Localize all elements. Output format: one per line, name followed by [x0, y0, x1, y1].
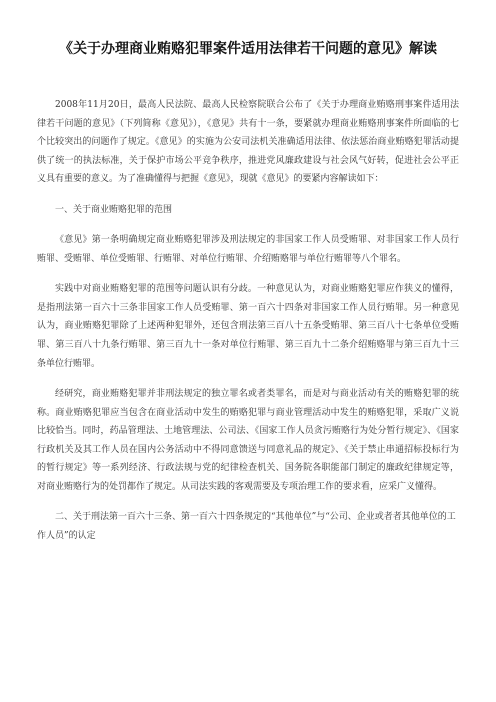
document-title: 《关于办理商业贿赂犯罪案件适用法律若干问题的意见》解读	[59, 41, 437, 57]
intro-paragraph: 2008年11月20日，最高人民法院、最高人民检察院联合公布了《关于办理商业贿赂刑事案件适用法律若干问题的意见》（下列简称《意见》），《意见》共有十一条，要紧就办理商业贿赂刑事案件所面临的七个比较突出的问题作了规定。《意见》的实施为公安司法机关准确适用法律、依法惩治商业贿赂犯罪活动提供了统一的执法标准，关于保护市场公平竞争秩序，推进党风廉政建设与社会风气好转，促进社会公平正义具有重要的意义。为了准确懂得与把握《意见》，现就《意见》的要紧内容解读如下：	[37, 100, 459, 185]
body-paragraph: 经研究，商业贿赂犯罪并非刑法规定的独立罪名或者类罪名，而是对与商业活动有关的贿赂犯罪的统称。商业贿赂犯罪应当包含在商业活动中发生的贿赂犯罪与商业管理活动中发生的贿赂犯罪，采取广义说比较恰当。同时，药品管理法、土地管理法、公司法、《国家工作人员贪污贿赂行为处分暂行规定》、《国家行政机关及其工作人员在国内公务活动中不得同意馈送与同意礼品的规定》、《关于禁止串通招标投标行为的暂行规定》等一系列经济、行政法规与党的纪律检查机关、国务院各职能部门制定的廉政纪律规定等，对商业贿赂行为的处罚都作了规定。从司法实践的客观需要及专项治理工作的要求看，应采广义懂得。	[37, 388, 459, 492]
section-heading-2: 二、关于刑法第一百六十三条、第一百六十四条规定的“其他单位”与“公司、企业或者者其他单位的工作人员”的认定	[37, 512, 456, 541]
section-heading-1: 一、关于商业贿赂犯罪的范围	[55, 204, 173, 215]
document-body	[37, 96, 459, 557]
body-paragraph: 实践中对商业贿赂犯罪的范围等问题认识有分歧。一种意见认为，对商业贿赂犯罪应作狭义的懂得，是指刑法第一百六十三条非国家工作人员受贿罪、第一百六十四条对非国家工作人员行贿罪。另一种意见认为，商业贿赂犯罪除了上述两种犯罪外，还包含刑法第三百八十五条受贿罪、第三百八十七条单位受贿罪、第三百八十九条行贿罪、第三百九十一条对单位行贿罪、第三百九十二条介绍贿赂罪与第三百九十三条单位行贿罪。	[37, 284, 459, 369]
body-paragraph: 《意见》第一条明确规定商业贿赂犯罪涉及刑法规定的非国家工作人员受贿罪、对非国家工作人员行贿罪、受贿罪、单位受贿罪、行贿罪、对单位行贿罪、介绍贿赂罪与单位行贿罪等八个罪名。	[37, 235, 459, 264]
